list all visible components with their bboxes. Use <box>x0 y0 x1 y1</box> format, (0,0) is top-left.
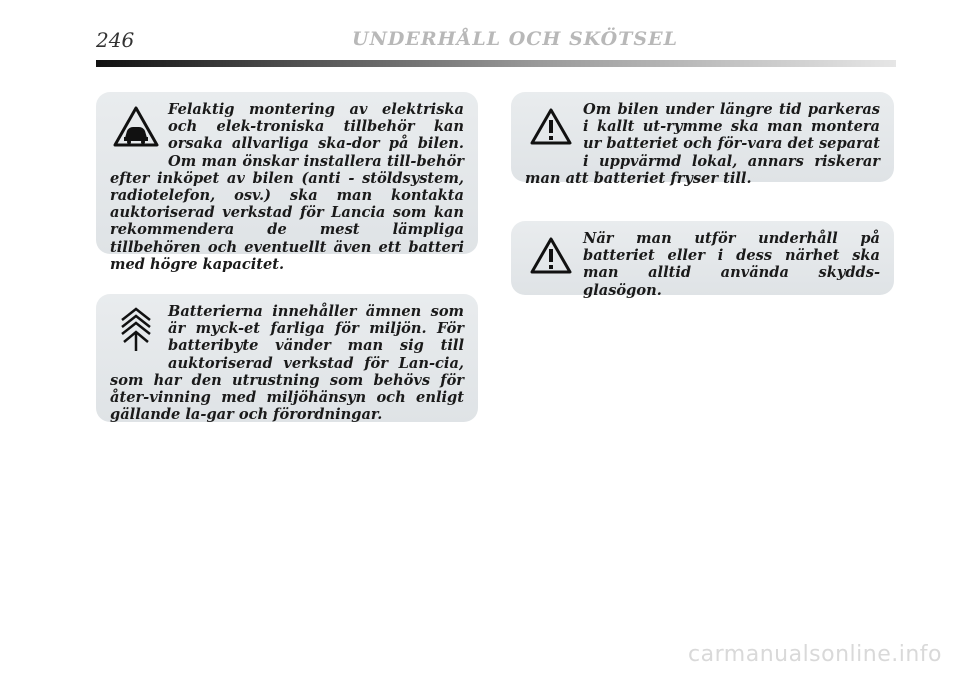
cold-parking-note <box>511 92 894 187</box>
car-damage-warning-icon <box>110 101 162 153</box>
warning-triangle-icon <box>525 101 577 153</box>
note-text: Om bilen under längre tid parkeras i kallt ut-rymme ska man montera ur batteriet och för-vara det separat i uppvärmd lokal, annars riskerar man att batteriet fryser till. <box>525 101 880 187</box>
page-number: 246 <box>96 28 135 52</box>
note-text: Batterierna innehåller ämnen som är myck-et farliga för miljön. För batteribyte vänder man sig till auktoriserad verkstad för Lan-cia, som har den utrustning som behövs för åter-vinning med miljöhänsyn och enligt gällande la-gar och förordningar. <box>110 303 464 424</box>
environment-tree-icon <box>110 303 162 355</box>
note-text: Felaktig montering av elektriska och elek-troniska tillbehör kan orsaka allvarliga ska-dor på bilen. Om man önskar installera till-behör efter inköpet av bilen (anti - stöldsystem, radiotelefon, osv.) ska man kontakta auktoriserad verkstad för Lancia som kan rekommendera de mest lämpliga tillbehören och eventuellt även ett batteri med högre kapacitet. <box>110 101 464 273</box>
note-text: När man utför underhåll på batteriet eller i dess närhet ska man alltid använda skydds-glasögon. <box>583 230 880 299</box>
header-divider <box>96 60 896 67</box>
electrical-accessories-note <box>96 92 478 273</box>
section-title: UNDERHÅLL OCH SKÖTSEL <box>352 28 678 50</box>
battery-environment-note <box>96 294 478 422</box>
safety-goggles-note <box>511 221 894 299</box>
warning-triangle-icon <box>525 230 577 282</box>
watermark: carmanualsonline.info <box>688 642 942 667</box>
